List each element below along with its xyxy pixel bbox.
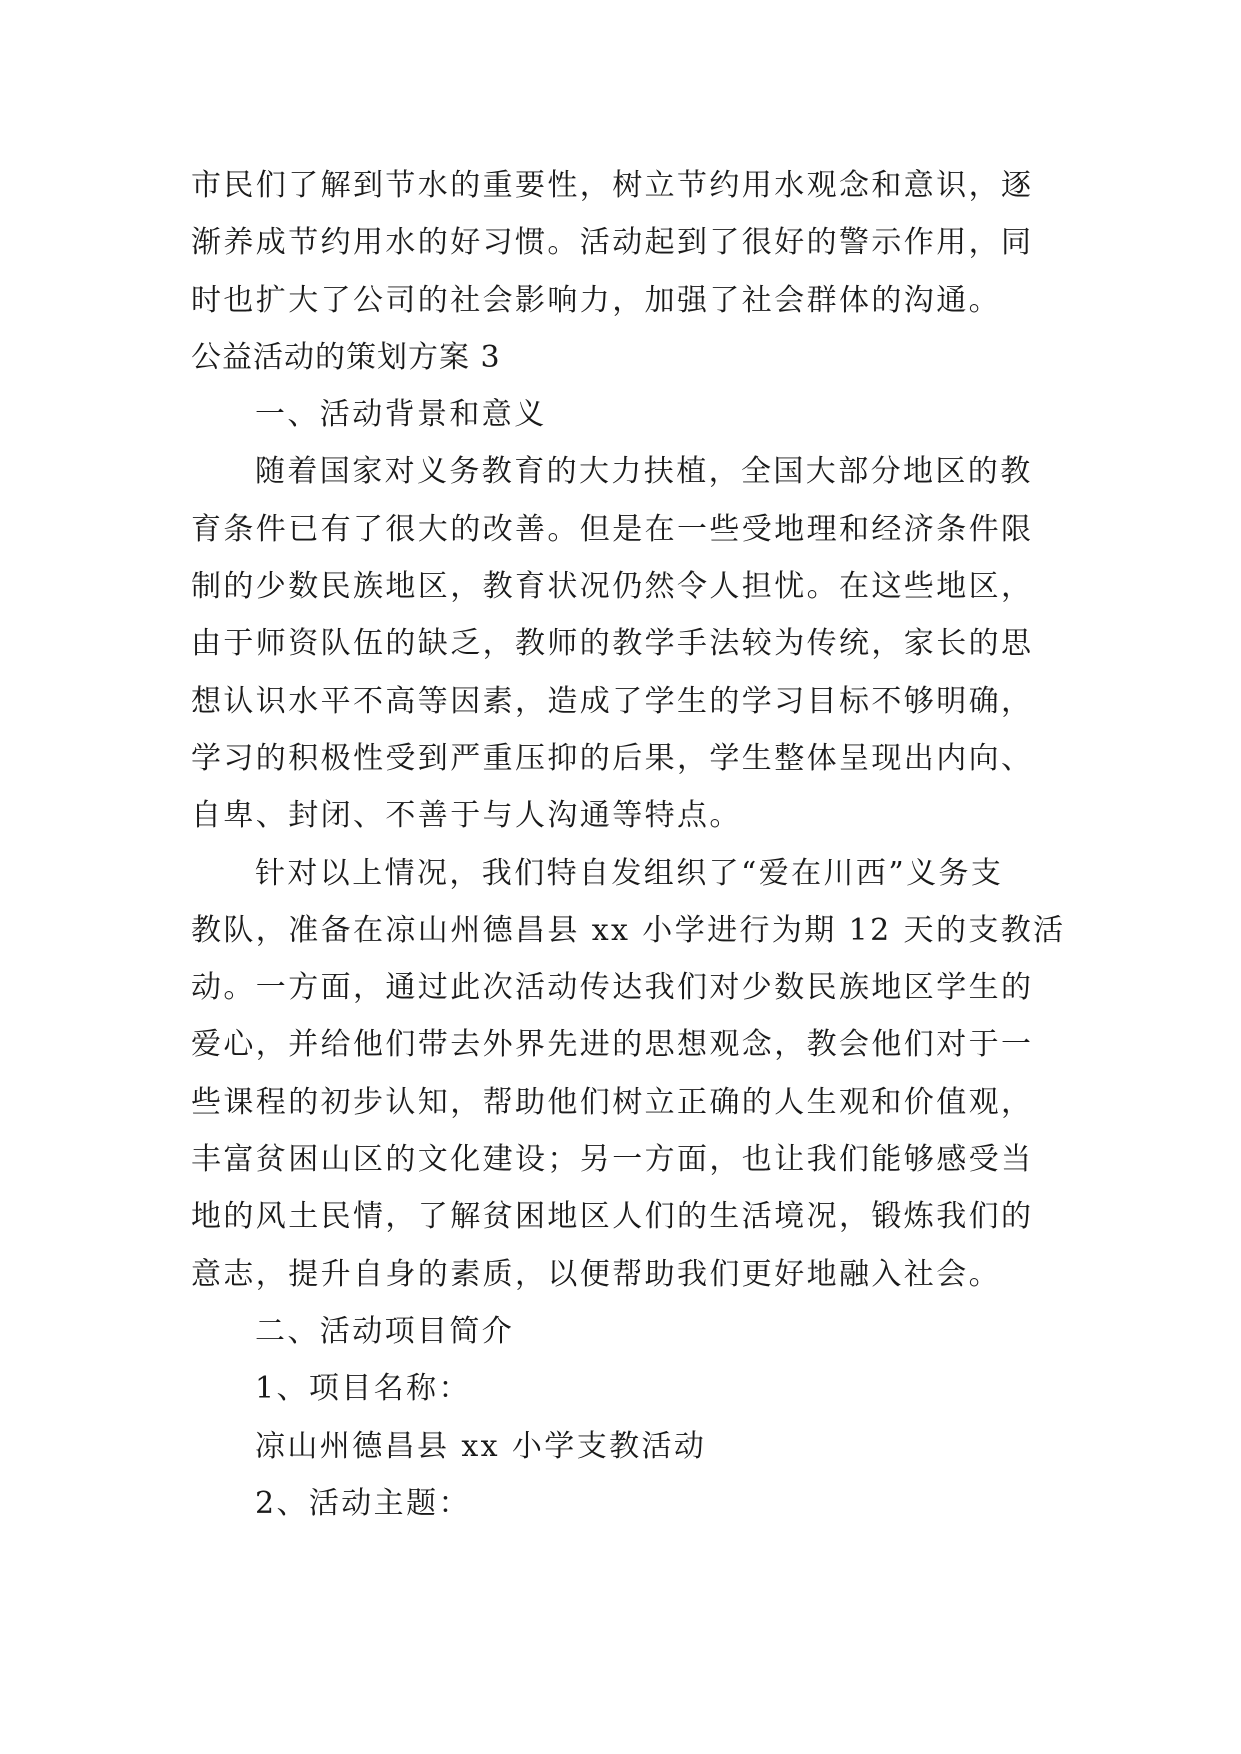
item-heading-activity-theme: 2、活动主题： bbox=[255, 1485, 471, 1521]
paragraph-line: 爱心，并给他们带去外界先进的思想观念，教会他们对于一 bbox=[191, 1027, 1034, 1063]
paragraph-line: 意志，提升自身的素质，以便帮助我们更好地融入社会。 bbox=[191, 1256, 1001, 1292]
project-name-value: 凉山州德昌县 xx 小学支教活动 bbox=[255, 1428, 707, 1464]
paragraph-line: 教队，准备在凉山州德昌县 xx 小学进行为期 12 天的支教活 bbox=[191, 912, 1066, 948]
paragraph-line: 些课程的初步认知，帮助他们树立正确的人生观和价值观， bbox=[191, 1084, 1034, 1120]
paragraph-line: 动。一方面，通过此次活动传达我们对少数民族地区学生的 bbox=[191, 970, 1034, 1006]
section-heading-project: 二、活动项目简介 bbox=[255, 1313, 515, 1349]
paragraph-line: 自卑、封闭、不善于与人沟通等特点。 bbox=[191, 798, 742, 834]
paragraph-line: 针对以上情况，我们特自发组织了“爱在川西”义务支 bbox=[255, 855, 1004, 891]
paragraph-line: 丰富贫困山区的文化建设；另一方面，也让我们能够感受当 bbox=[191, 1142, 1034, 1178]
paragraph-line: 由于师资队伍的缺乏，教师的教学手法较为传统，家长的思 bbox=[191, 626, 1034, 662]
paragraph-line: 育条件已有了很大的改善。但是在一些受地理和经济条件限 bbox=[191, 511, 1034, 547]
item-heading-project-name: 1、项目名称： bbox=[255, 1371, 471, 1407]
section-title: 公益活动的策划方案 3 bbox=[191, 339, 501, 375]
paragraph-line: 市民们了解到节水的重要性，树立节约用水观念和意识，逐 bbox=[191, 168, 1034, 203]
section-heading-background: 一、活动背景和意义 bbox=[255, 397, 547, 433]
document-body bbox=[191, 157, 1066, 1532]
paragraph-line: 渐养成节约用水的好习惯。活动起到了很好的警示作用，同 bbox=[191, 225, 1034, 261]
paragraph-line: 地的风土民情，了解贫困地区人们的生活境况，锻炼我们的 bbox=[191, 1199, 1034, 1235]
paragraph-line: 时也扩大了公司的社会影响力，加强了社会群体的沟通。 bbox=[191, 282, 1001, 318]
paragraph-line: 想认识水平不高等因素，造成了学生的学习目标不够明确， bbox=[191, 683, 1034, 719]
paragraph-line: 学习的积极性受到严重压抑的后果，学生整体呈现出内向、 bbox=[191, 740, 1034, 776]
paragraph-line: 制的少数民族地区，教育状况仍然令人担忧。在这些地区， bbox=[191, 569, 1034, 605]
paragraph-line: 随着国家对义务教育的大力扶植，全国大部分地区的教 bbox=[255, 454, 1033, 490]
